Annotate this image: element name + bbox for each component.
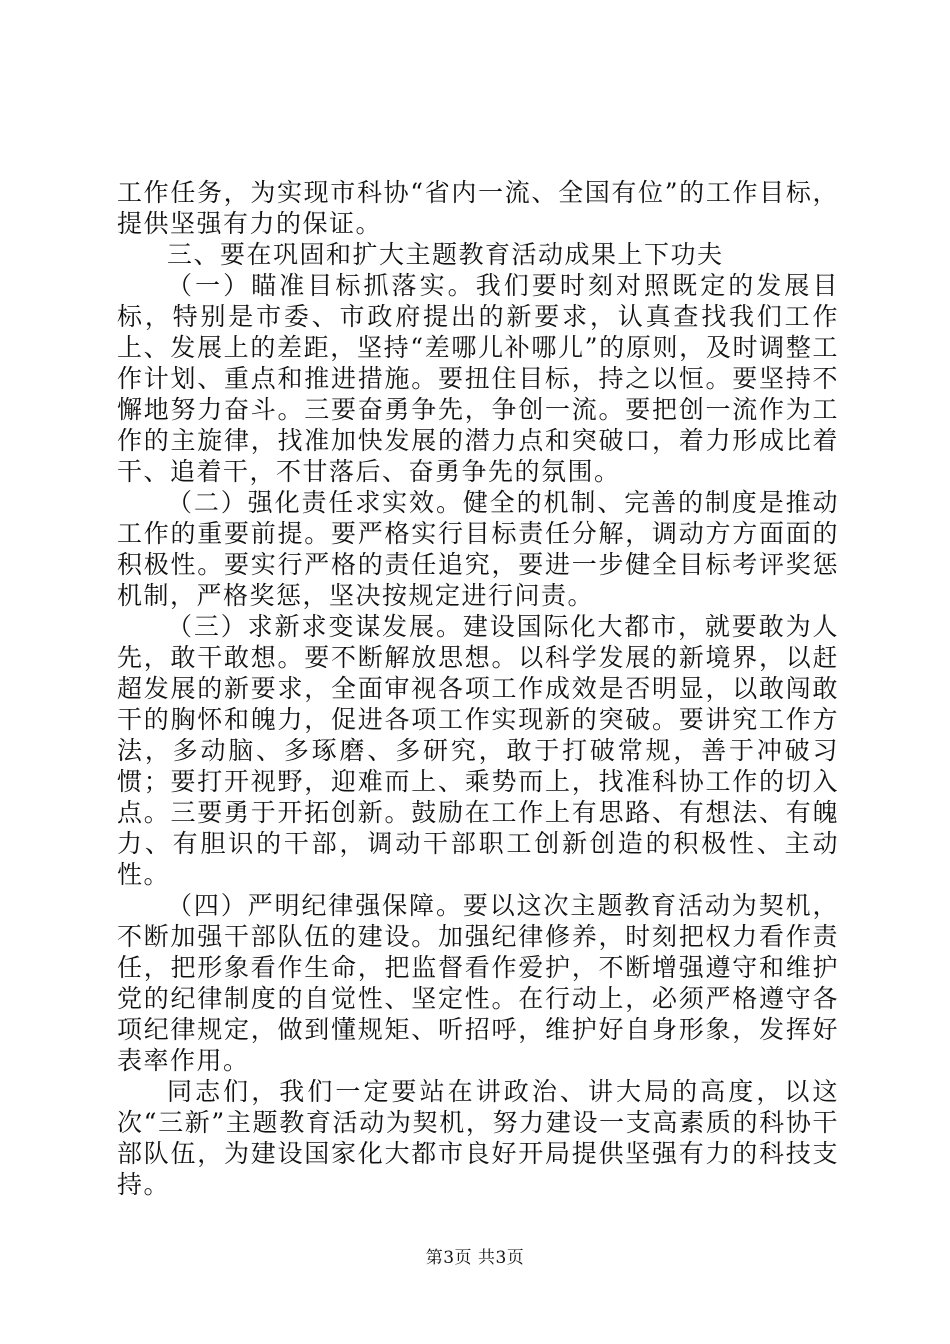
page-footer: 第3页 共3页	[425, 1248, 525, 1268]
document-body	[117, 177, 839, 1200]
paragraph-item-4: （四）严明纪律强保障。要以这次主题教育活动为契机，不断加强干部队伍的建设。加强纪律修养，时刻把权力看作责任，把形象看作生命，把监督看作爱护，不断增强遵守和维护党的纪律制度的自觉性、坚定性。在行动上，必须严格遵守各项纪律规定，做到懂规矩、听招呼，维护好自身形象，发挥好表率作用。	[117, 891, 839, 1075]
paragraph-item-3: （三）求新求变谋发展。建设国际化大都市，就要敢为人先，敢干敢想。要不断解放思想。以科学发展的新境界，以赶超发展的新要求，全面审视各项工作成效是否明显，以敢闯敢干的胸怀和魄力，促进各项工作实现新的突破。要讲究工作方法，多动脑、多琢磨、多研究，敢于打破常规，善于冲破习惯；要打开视野，迎难而上、乘势而上，找准科协工作的切入点。三要勇于开拓创新。鼓励在工作上有思路、有想法、有魄力、有胆识的干部，调动干部职工创新创造的积极性、主动性。	[117, 612, 839, 889]
paragraph-continuation: 工作任务，为实现市科协“省内一流、全国有位”的工作目标，提供坚强有力的保证。	[117, 178, 839, 238]
paragraph-item-1: （一）瞄准目标抓落实。我们要时刻对照既定的发展目标，特别是市委、市政府提出的新要求，认真查找我们工作上、发展上的差距，坚持“差哪儿补哪儿”的原则，及时调整工作计划、重点和推进措施。要扭住目标，持之以恒。要坚持不懈地努力奋斗。三要奋勇争先，争创一流。要把创一流作为工作的主旋律，找准加快发展的潜力点和突破口，着力形成比着干、追着干，不甘落后、奋勇争先的氛围。	[117, 271, 839, 486]
paragraph-item-2: （二）强化责任求实效。健全的机制、完善的制度是推动工作的重要前提。要严格实行目标责任分解，调动方方面面的积极性。要实行严格的责任追究，要进一步健全目标考评奖惩机制，严格奖惩，坚决按规定进行问责。	[117, 488, 839, 610]
section-heading: 三、要在巩固和扩大主题教育活动成果上下功夫	[167, 240, 724, 269]
paragraph-closing: 同志们，我们一定要站在讲政治、讲大局的高度，以这次“三新”主题教育活动为契机，努力建设一支高素质的科协干部队伍，为建设国家化大都市良好开局提供坚强有力的科技支持。	[117, 1077, 839, 1199]
